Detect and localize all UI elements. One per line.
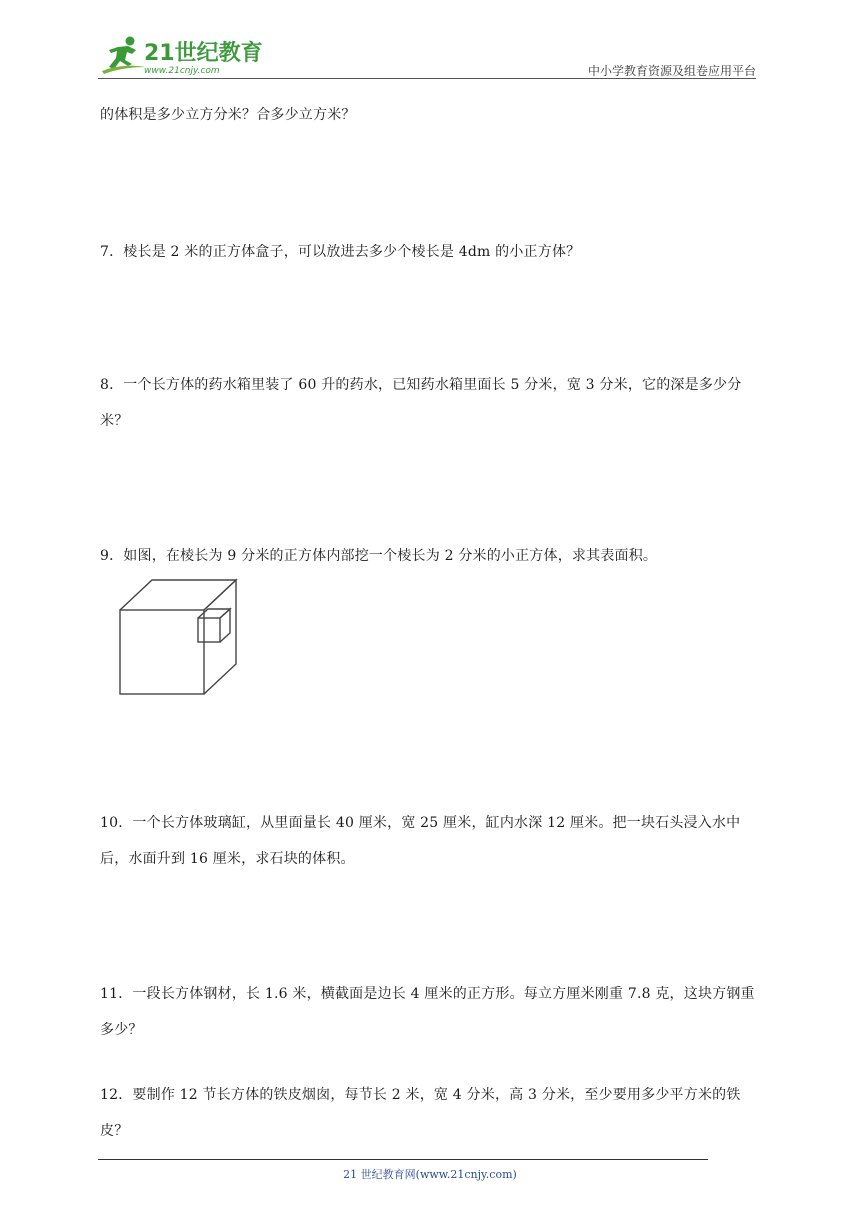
- question-12: 12．要制作 12 节长方体的铁皮烟囱，每节长 2 米，宽 4 分米，高 3 分米，至少要用多少平方米的铁皮？: [100, 1087, 741, 1139]
- question-11: 11．一段长方体钢材，长 1.6 米，横截面是边长 4 厘米的正方形。每立方厘米刚重 7.8 克，这块方钢重多少？: [100, 986, 755, 1038]
- header-divider: [98, 78, 756, 79]
- question-6-continuation: 的体积是多少立方分米？合多少立方米？: [100, 107, 356, 123]
- svg-text:www.21cnjy.com: www.21cnjy.com: [144, 66, 220, 76]
- question-10: 10．一个长方体玻璃缸，从里面量长 40 厘米，宽 25 厘米，缸内水深 12 厘米。把一块石头浸入水中后，水面升到 16 厘米，求石块的体积。: [100, 815, 741, 867]
- runner-icon: [102, 37, 146, 75]
- question-8: 8．一个长方体的药水箱里装了 60 升的药水，已知药水箱里面长 5 分米，宽 3 分米，它的深是多少分米？: [100, 377, 742, 429]
- site-logo: [92, 33, 262, 79]
- cube-figure: [114, 578, 238, 700]
- site-title: 中小学教育资源及组卷应用平台: [587, 64, 756, 78]
- svg-text:21世纪教育: 21世纪教育: [144, 41, 262, 66]
- question-9: 9．如图，在棱长为 9 分米的正方体内部挖一个棱长为 2 分米的小正方体，求其表面积。: [100, 548, 658, 564]
- question-7: 7．棱长是 2 米的正方体盒子，可以放进去多少个棱长是 4dm 的小正方体？: [100, 244, 581, 260]
- footer-text: 21 世纪教育网(www.21cnjy.com): [343, 1168, 517, 1181]
- footer-divider: [98, 1159, 708, 1160]
